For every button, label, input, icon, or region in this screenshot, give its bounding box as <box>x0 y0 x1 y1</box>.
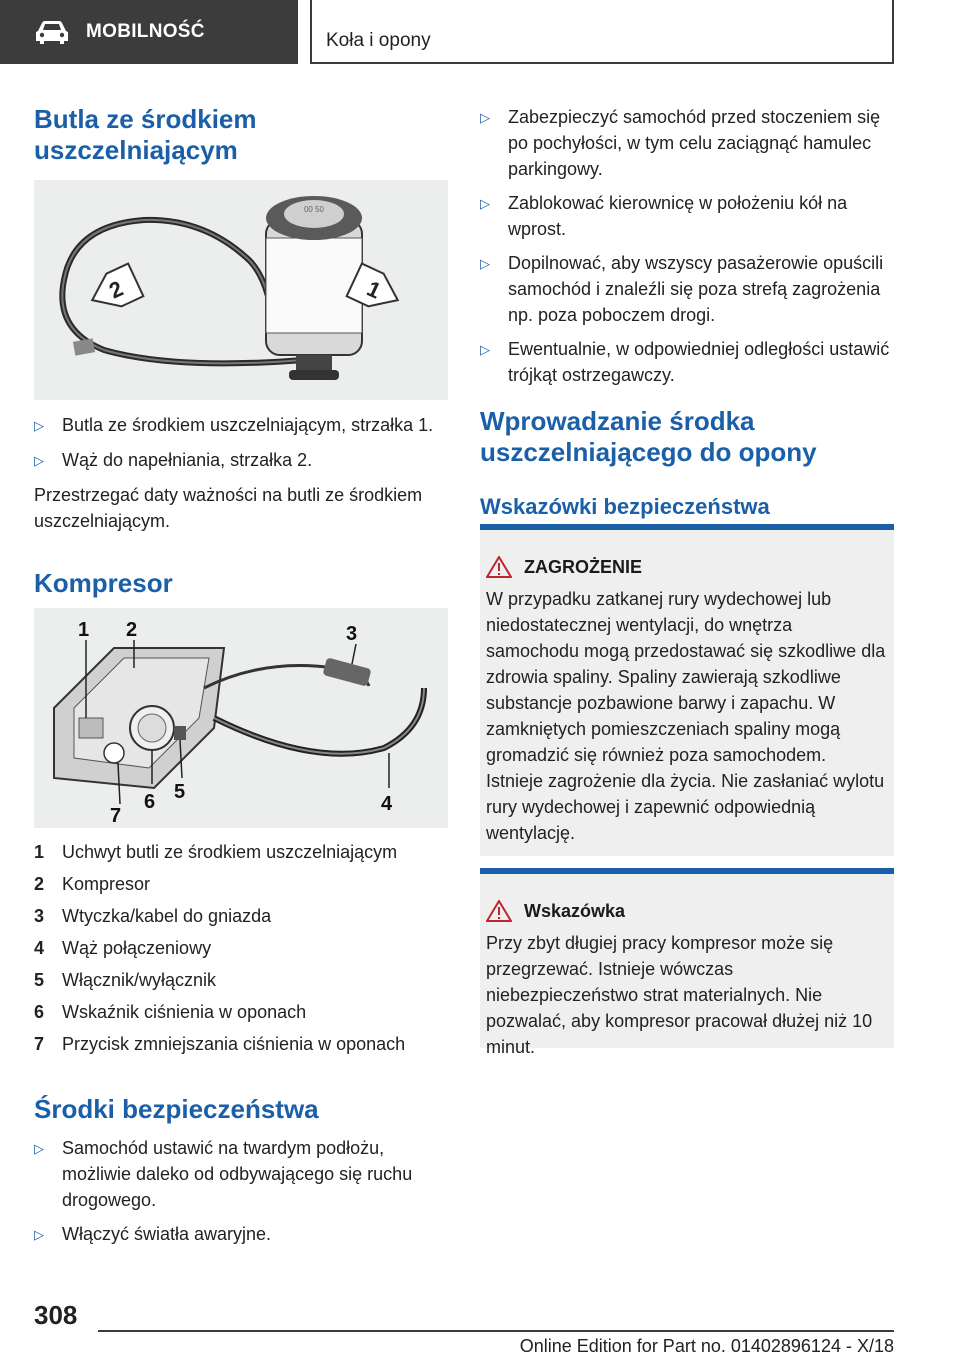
heading-safety: Środki bezpieczeństwa <box>34 1094 319 1124</box>
danger-text: W przypadku zatkanej rury wydechowej lub niedostatecznej wentylacji, do wnętrza samochodu mogą przedostawać się szkodliwe dla zdrowia spaliny. Spaliny zawierają szkodliwe substancje pozbawione barwy i zapachu. W zamkniętych pomieszczeniach spaliny mogą gromadzić się również poza samochodem. Istnieje zagrożenie dla życia. Nie zasłaniać wylotu rury wydechowej i zapewnić odpowiednią wentylację. <box>486 589 886 843</box>
car-icon <box>34 19 70 45</box>
list-item: 3 Wtyczka/kabel do gniazda <box>34 906 272 926</box>
chapter-header <box>310 0 894 64</box>
figure-label-5: 5 <box>174 781 186 803</box>
note-title-row <box>486 900 886 922</box>
heading-compressor: Kompresor <box>34 568 173 598</box>
gauge-label: 00 50 <box>303 205 325 214</box>
triangle-bullet-icon: ▷ <box>480 110 490 125</box>
list-item: ▷ Dopilnować, aby wszyscy pasażerowie opuścili samochód i znaleźli się poza strefą zagrożenia np. poza poboczem drogi. <box>480 250 894 328</box>
footer-edition: Online Edition for Part no. 01402896124 - X/18 <box>519 1336 894 1356</box>
page-number: 308 <box>34 1300 78 1330</box>
list-item: 7 Przycisk zmniejszania ciśnienia w oponach <box>34 1034 406 1054</box>
left-column-top <box>34 104 448 166</box>
section-title: MOBILNOŚĆ <box>86 21 205 42</box>
list-item: ▷ Samochód ustawić na twardym podłożu, możliwie daleko od odbywającego się ruchu drogowego. <box>34 1135 448 1213</box>
list-item: 4 Wąż połączeniowy <box>34 938 212 958</box>
footer-divider <box>98 1330 894 1332</box>
svg-text:2: 2 <box>105 275 127 304</box>
figure-label-2: 2 <box>126 619 138 641</box>
triangle-bullet-icon: ▷ <box>34 418 44 433</box>
note-title: Wskazówka <box>524 900 626 921</box>
list-item: ▷ Ewentualnie, w odpowiedniej odległości ustawić trójkąt ostrzegawczy. <box>480 336 894 388</box>
bottle-text <box>34 412 448 599</box>
warning-triangle-icon <box>486 900 512 922</box>
warning-triangle-icon <box>486 556 512 578</box>
figure-label-4: 4 <box>381 793 393 815</box>
heading-insert-sealant: Wprowadzanie środka uszczelniającego do opony <box>480 406 817 467</box>
triangle-bullet-icon: ▷ <box>34 1141 44 1156</box>
figure-label-7: 7 <box>110 805 122 827</box>
note-box <box>480 868 894 1057</box>
triangle-bullet-icon: ▷ <box>34 453 44 468</box>
list-item: 5 Włącznik/wyłącznik <box>34 970 217 990</box>
chapter-title: Koła i opony <box>326 30 431 51</box>
list-item: ▷ Włączyć światła awaryjne. <box>34 1221 448 1248</box>
triangle-bullet-icon: ▷ <box>480 342 490 357</box>
compressor-legend <box>34 836 448 1256</box>
list-item: 1 Uchwyt butli ze środkiem uszczelniającym <box>34 842 398 862</box>
figure-label-3: 3 <box>346 623 358 645</box>
danger-title-row <box>486 556 886 578</box>
triangle-bullet-icon: ▷ <box>480 196 490 211</box>
figure-sealant-bottle <box>34 180 448 400</box>
triangle-bullet-icon: ▷ <box>480 256 490 271</box>
list-item: 6 Wskaźnik ciśnienia w oponach <box>34 1002 307 1022</box>
list-item: ▷ Zablokować kierownicę w położeniu kół na wprost. <box>480 190 894 242</box>
danger-box <box>480 524 894 856</box>
list-item: ▷ Butla ze środkiem uszczelniającym, strzałka 1. <box>34 412 448 439</box>
danger-title: ZAGROŻENIE <box>524 556 643 577</box>
note-text: Przy zbyt długiej pracy kompresor może się przegrzewać. Istnieje wówczas niebezpieczeństwo strat materialnych. Nie pozwalać, aby kompresor pracował dłużej niż 10 minut. <box>486 933 873 1057</box>
section-header <box>0 0 298 64</box>
list-item: ▷ Wąż do napełniania, strzałka 2. <box>34 447 448 474</box>
figure-compressor <box>34 608 448 828</box>
arrow-2-icon <box>85 264 144 317</box>
svg-text:1: 1 <box>363 275 385 304</box>
heading-safety-tips: Wskazówki bezpieczeństwa <box>480 494 770 519</box>
bottle-note: Przestrzegać daty ważności na butli ze środkiem uszczelniającym. <box>34 485 423 531</box>
list-item: ▷ Zabezpieczyć samochód przed stoczeniem się po pochyłości, w tym celu zaciągnąć hamulec parkingowy. <box>480 104 894 182</box>
right-column <box>480 104 894 520</box>
figure-label-1: 1 <box>78 619 90 641</box>
figure-label-6: 6 <box>144 791 156 813</box>
heading-bottle: Butla ze środkiem uszczelniającym <box>34 104 257 165</box>
triangle-bullet-icon: ▷ <box>34 1227 44 1242</box>
list-item: 2 Kompresor <box>34 874 151 894</box>
